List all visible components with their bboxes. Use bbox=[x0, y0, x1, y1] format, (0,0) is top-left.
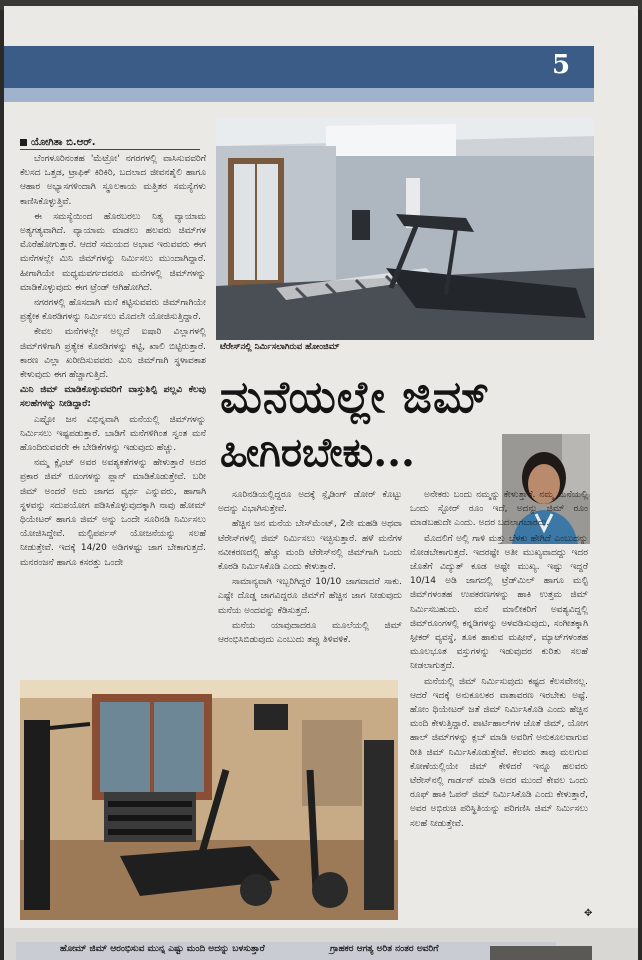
next-article-left-text: ಹೋಮ್ ಜಿಮ್ ಆರಂಭಿಸುವ ಮುನ್ನ ಎಷ್ಟು ಮಂದಿ ಅದನ್ನು ಬಳಸುತ್ತಾರೆ bbox=[60, 944, 265, 954]
article-end-mark: ✥ bbox=[584, 908, 593, 919]
next-article-right-text: ಗ್ರಾಹಕರ ಆಗತ್ಯ ಅರಿತ ನಂತರ ಅವರಿಗೆ bbox=[330, 944, 439, 954]
photo-caption: ಟೆರೇಸ್‌ನಲ್ಲಿ ನಿರ್ಮಿಸಲಾಗಿರುವ ಹೋಂಜಿಮ್ bbox=[220, 342, 340, 352]
home-gym-photo bbox=[20, 680, 398, 920]
headline-line-2: ಹೀಗಿರಬೇಕು... bbox=[220, 429, 415, 476]
subheading: ಮಿನಿ ಜಿಮ್ ಮಾಡಿಕೊಳ್ಳುವವರಿಗೆ ವಾಸ್ತುಶಿಲ್ಪಿ ಪಲ್ಲವಿ ಕೆಲವು ಸಲಹೆಗಳನ್ನು ನೀಡಿದ್ದಾರೆ: bbox=[20, 385, 206, 410]
paragraph: ಮನೆಯಲ್ಲಿ ಜಿಮ್ ನಿರ್ಮಿಸುವುದು ಕಷ್ಟದ ಕೆಲಸವೇನಲ್ಲ. ಆದರೆ ಇದಕ್ಕೆ ಅನುಕೂಲಕರ ವಾತಾವರಣ ಇರಬೇಕು ಅಷ್ಟೆ. ಹೋಂ ಥಿಯೇಟರ್ ಜತೆ ಜಿಮ್ ನಿರ್ಮಿಸಿಕೊಡಿ ಎಂದು ಹೆಚ್ಚಿನ ಮಂದಿ ಕೇಳುತ್ತಿದ್ದಾರೆ. ಪಾರ್ಟಿಹಾಲ್‌ಗಳ ಜೊತೆ ಜಿಮ್, ಯೋಗ ಹಾಲ್ ಜಿಮ್‌ಗಳನ್ನು ಕ್ಲಬ್ ಮಾಡಿ ಅವರಿಗೆ ಅನುಕೂಲವಾಗುವ ರೀತಿ ಜಿಮ್ ನಿರ್ಮಿಸಿಕೊಡುತ್ತೇವೆ. ಕೆಲವರು ತಾವು ಮಲಗುವ ಕೋಣೆಯಲ್ಲಿಯೇ ಜಿಮ್ ಕೇಳಿದರೆ ಇನ್ನೂ ಹಲವರು ಟೆರೇಸ್‌ನಲ್ಲಿ ಗಾರ್ಡನ್ ಮಾಡಿ ಅದರ ಮುಂದೆ ಕೇವಲ ಒಂದು ರೂಫ್ ಹಾಕಿ ಓಪನ್ ಜಿಮ್ ನಿರ್ಮಿಸಿಕೊಡಿ ಎಂದು ಕೇಳುತ್ತಾರೆ, ಅವರ ಅಭಿರುಚಿ ಪರಿಸ್ಥಿತಿಯನ್ನು ಪರಿಗಣಿಸಿ ಜಿಮ್ ನಿರ್ಮಿಸಲು ಸಲಹೆ ನೀಡುತ್ತೇವೆ. bbox=[410, 676, 588, 829]
headline-line-1: ಮನೆಯಲ್ಲೇ ಜಿಮ್ bbox=[220, 372, 490, 423]
paragraph: ಮನೆಯ ಯಾವುದಾದರೂ ಮೂಲೆಯಲ್ಲಿ ಜಿಮ್ ಆರಂಭಿಸಿಬಿಡುವುದು ಎಂಬುದು ತಪ್ಪು ತಿಳಿವಳಿಕೆ. bbox=[218, 620, 402, 646]
article-headline bbox=[220, 370, 500, 480]
paragraph: ಎಷ್ಟೋ ಜನ ವಿಭಿನ್ನವಾಗಿ ಮನೆಯಲ್ಲಿ ಜಿಮ್‌ಗಳನ್ನು ನಿರ್ಮಿಸಲು ಇಷ್ಟಪಡುತ್ತಾರೆ. ಬಾಡಿಗೆ ಮನೆಗಳಿಗಿಂತ ಸ್ವಂತ ಮನೆ ಹೊಂದಿರುವವರೇ ಈ ಬೇಡಿಕೆಗಳನ್ನು ಇಡುವುದು ಹೆಚ್ಚು. bbox=[20, 414, 206, 454]
paragraph: ನಮ್ಮ ಕ್ಲೈಂಟ್ ಅವರ ಅವಶ್ಯಕತೆಗಳನ್ನು ಹೇಳುತ್ತಾರೆ ಅದರ ಪ್ರಕಾರ ಜಿಮ್ ರೂಂಗಳನ್ನು ಪ್ಲಾನ್ ಮಾಡಿಕೊಡುತ್ತೇವೆ. ಬರೀ ಜಿಮ್ ಅಂದರೆ ಅದು ಜಾಗದ ವ್ಯರ್ಥ ಎನ್ನುವರು, ಹಾಗಾಗಿ ಸ್ಥಳವನ್ನು ಸದುಪಯೋಗ ಪಡಿಸಿಕೊಳ್ಳುವುದಕ್ಕಾಗಿ ನಾವು ಹೋಮ್ ಥಿಯೇಟರ್ ಹಾಗೂ ಜಿಮ್ ಅನ್ನು ಒಂದೇ ಸೂರಿನಡಿ ನಿರ್ಮಿಸಲು ಯೋಜಿಸಿದ್ದೇವೆ. ಮಲ್ಟಿಪರ್ಪಸ್ ಯೋಜನೆಯನ್ನು ಸಲಹೆ ನೀಡುತ್ತೇವೆ. ಇದಕ್ಕೆ 14/20 ಅಡಿಗಳಷ್ಟು ಜಾಗ ಬೇಕಾಗುತ್ತದೆ. ಮನರಂಜನೆ ಹಾಗೂ ಕಸರತ್ತು ಒಂದೇ bbox=[20, 458, 206, 568]
article-column-1 bbox=[20, 152, 206, 680]
paragraph: ನಗರಗಳಲ್ಲಿ ಹೊಸದಾಗಿ ಮನೆ ಕಟ್ಟಿಸುವವರು ಜಿಮ್‌ಗಾಗಿಯೇ ಪ್ರತ್ಯೇಕ ಕೊಠಡಿಗಳನ್ನು ನಿರ್ಮಿಸಲು ಮೊದಲೇ ಯೋಜಿಸುತ್ತಿದ್ದಾರೆ. bbox=[20, 298, 206, 323]
terrace-gym-photo bbox=[216, 118, 594, 340]
newspaper-page bbox=[4, 6, 638, 960]
paragraph: ಈ ಸಮಸ್ಯೆಯಿಂದ ಹೊರಬರಲು ನಿತ್ಯ ವ್ಯಾಯಾಮ ಅತ್ಯಗತ್ಯವಾಗಿದೆ. ವ್ಯಾಯಾಮ ಮಾಡಲು ಹಲವರು ಜಿಮ್‌ಗಳ ಮೊರೆಹೋಗುತ್ತಾರೆ. ಆದರೆ ಸಮಯದ ಅಭಾವ ಇರುವವರು ಈಗ ಮನೆಗಳಲ್ಲೇ ಮಿನಿ ಜಿಮ್‌ಗಳನ್ನು ನಿರ್ಮಿಸಲು ಮುಂದಾಗಿದ್ದಾರೆ. ಹೀಗಾಗಿಯೇ ಮಧ್ಯಮವರ್ಗದವರೂ ಮನೆಗಳಲ್ಲಿ ಜಿಮ್‌ಗಳನ್ನು ಮಾಡಿಕೊಳ್ಳುವುದು ಈಗ ಟ್ರೆಂಡ್ ಆಗಿಹೋಗಿದೆ. bbox=[20, 211, 206, 293]
byline bbox=[20, 132, 200, 150]
home-gym-illustration bbox=[20, 680, 398, 920]
next-article-thumbnail bbox=[490, 946, 592, 960]
page-banner-stripe bbox=[4, 88, 594, 102]
paragraph: ಬೆಂಗಳೂರಿನಂತಹ 'ಮೆಟ್ರೋ' ನಗರಗಳಲ್ಲಿ ವಾಸಿಸುವವರಿಗೆ ಕೆಲಸದ ಒತ್ತಡ, ಟ್ರಾಫಿಕ್ ಕಿರಿಕಿರಿ, ಬದಲಾದ ಜೀವನಶೈಲಿ ಹಾಗೂ ಆಹಾರ ಅಭ್ಯಾಸಗಳಿಂದಾಗಿ ಸ್ಥೂಲಕಾಯ ಮತ್ತಿತರ ಸಮಸ್ಯೆಗಳು ಕಾಣಿಸಿಕೊಳ್ಳುತ್ತಿವೆ. bbox=[20, 154, 206, 207]
page-banner bbox=[4, 46, 594, 88]
byline-author: ಯೋಗಿತಾ ಬಿ.ಆರ್. bbox=[31, 137, 96, 148]
article-column-2 bbox=[218, 488, 402, 676]
page-number: 5 bbox=[552, 50, 571, 80]
paragraph: ಸೂರಿನಡಿಯಲ್ಲಿದ್ದರೂ ಅದಕ್ಕೆ ಸ್ಲೈಡಿಂಗ್ ಡೋರ್ ಕೊಟ್ಟು ಅದನ್ನು ವಿಭಾಗಿಸುತ್ತೇವೆ. bbox=[218, 490, 402, 515]
byline-marker-icon bbox=[20, 139, 27, 146]
terrace-gym-illustration bbox=[216, 118, 594, 340]
paragraph: ಸಾಮಾನ್ಯವಾಗಿ ಇಬ್ಬರಿಗಿದ್ದರೆ 10/10 ಜಾಗವಾದರೆ ಸಾಕು. ಎಷ್ಟೇ ದೊಡ್ಡ ಜಾಗವಿದ್ದರೂ ಜಿಮ್‌ಗೆ ಹೆಚ್ಚಿನ ಜಾಗ ನೀಡುವುದು ಮನೆಯ ಅಂದವನ್ನು ಕೆಡಿಸುತ್ತದೆ. bbox=[218, 577, 402, 616]
paragraph: ಮೊದಲಿಗೆ ಅಲ್ಲಿ ಗಾಳಿ ಮತ್ತು ಬೆಳಕು ಹೇಗಿದೆ ಎಂಬುದನ್ನು ನೋಡಬೇಕಾಗುತ್ತದೆ. ಇದರಷ್ಟೇ ಅತೀ ಮುಖ್ಯವಾದದ್ದು ಇದರ ಜೊತೆಗೆ ವಿದ್ಯುತ್ ಕೂಡ ಅಷ್ಟೇ ಮುಖ್ಯ. ಇಷ್ಟು ಇದ್ದರೆ 10/14 ಅಡಿ ಜಾಗದಲ್ಲಿ ಟ್ರೆಡ್‌ಮಿಲ್ ಹಾಗೂ ಮಲ್ಟಿ ಜಿಮ್‌ಗಳಂತಹ ಉಪಕರಣಗಳನ್ನು ಹಾಕಿ ಉತ್ತಮ ಜಿಮ್ ನಿರ್ಮಿಸಬಹುದು. ಮನೆ ಮಾಲೀಕರಿಗೆ ಅವಶ್ಯವಿದ್ದಲ್ಲಿ ಜಿಮ್‌ರೂಂಗಳಲ್ಲಿ ಕನ್ನಡಿಗಳನ್ನು ಅಳವಡಿಸುವುದು, ಸಂಗೀತಕ್ಕಾಗಿ ಸ್ಪೀಕರ್ ವ್ಯವಸ್ಥೆ, ತೂಕ ಹಾಕುವ ಮಷೀನ್, ಮ್ಯಾಟ್‌ಗಳಂತಹ ಮೂಲಭೂತ ವಸ್ತುಗಳನ್ನು ಇಡುವುದರ ಕುರಿತು ಸಲಹೆ ನೀಡಲಾಗುತ್ತದೆ. bbox=[410, 533, 588, 672]
article-column-3 bbox=[410, 488, 588, 908]
paragraph: ಹೆಚ್ಚಿನ ಜನ ಮನೆಯ ಬೇಸ್‌ಮೆಂಟ್, 2ನೇ ಮಹಡಿ ಅಥವಾ ಟೆರೇಸ್‌ಗಳಲ್ಲಿ ಜಿಮ್ ನಿರ್ಮಿಸಲು ಇಚ್ಛಿಸುತ್ತಾರೆ. ಹಳೆ ಮನೆಗಳ ನವೀಕರಣದಲ್ಲಿ ಹೆಚ್ಚು ಮಂದಿ ಟೆರೇಸ್‌ನಲ್ಲಿ ಜಿಮ್‌ಗಾಗಿ ಒಂದು ಕೊಠಡಿ ನಿರ್ಮಿಸಿಕೊಡಿ ಎಂದು ಕೇಳುತ್ತಾರೆ. bbox=[218, 519, 402, 573]
paragraph: ಕೇವಲ ಮನೆಗಳಲ್ಲೇ ಅಲ್ಲದೆ ಐಷಾರಿ ವಿಲ್ಲಾಗಳಲ್ಲಿ ಜಿಮ್‌ಗಳಿಗಾಗಿ ಪ್ರತ್ಯೇಕ ಕೊಠಡಿಗಳನ್ನು ಕಟ್ಟಿ, ಖಾಲಿ ಬಿಟ್ಟಿರುತ್ತಾರೆ. ಕಾರಣ ವಿಲ್ಲಾ ಖರೀದಿಸುವವರು ಮಿನಿ ಜಿಮ್‌ಗಾಗಿ ಸ್ಥಳಾವಕಾಶ ಕೇಳುವುದು ಈಗ ಹೆಚ್ಚಾಗುತ್ತಿದೆ. bbox=[20, 327, 206, 381]
paragraph: ಅನೇಕರು ಬಂದು ನಮ್ಮನ್ನು ಕೇಳುತ್ತಾರೆ. ನಮ್ಮ ಮನೆಯಲ್ಲಿ ಒಂದು ಸ್ಟೋರ್ ರೂಂ ಇದೆ, ಅದನ್ನು ಜಿಮ್ ರೂಂ ಮಾಡಬಹುದೇ ಎಂದು. ಅದರ ಬದಲಾಗಬಾರದು. bbox=[410, 490, 588, 529]
byline-rule bbox=[20, 149, 200, 150]
